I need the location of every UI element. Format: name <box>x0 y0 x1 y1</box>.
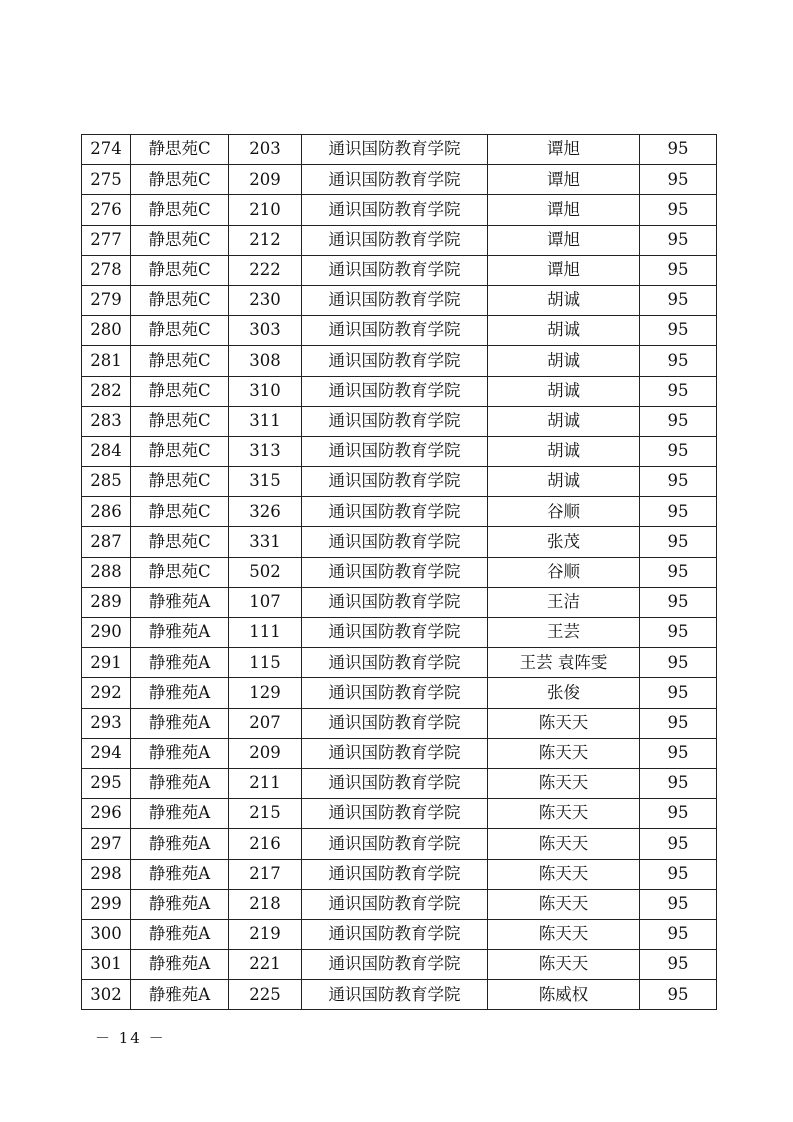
score-cell: 95 <box>640 587 717 617</box>
inspector-cell: 陈天天 <box>488 950 640 980</box>
building-cell: 静思苑C <box>131 346 229 376</box>
score-cell: 95 <box>640 799 717 829</box>
building-cell: 静雅苑A <box>131 859 229 889</box>
score-cell: 95 <box>640 859 717 889</box>
building-cell: 静思苑C <box>131 165 229 195</box>
score-cell: 95 <box>640 406 717 436</box>
room-cell: 222 <box>229 255 302 285</box>
row-number-cell: 298 <box>82 859 131 889</box>
college-cell: 通识国防教育学院 <box>302 195 488 225</box>
room-cell: 209 <box>229 738 302 768</box>
row-number-cell: 293 <box>82 708 131 738</box>
building-cell: 静雅苑A <box>131 829 229 859</box>
row-number-cell: 277 <box>82 225 131 255</box>
inspector-cell: 张茂 <box>488 527 640 557</box>
inspector-cell: 胡诚 <box>488 436 640 466</box>
table-row <box>82 376 717 406</box>
room-cell: 331 <box>229 527 302 557</box>
room-cell: 215 <box>229 799 302 829</box>
college-cell: 通识国防教育学院 <box>302 919 488 949</box>
college-cell: 通识国防教育学院 <box>302 436 488 466</box>
row-number-cell: 299 <box>82 889 131 919</box>
inspector-cell: 胡诚 <box>488 346 640 376</box>
row-number-cell: 275 <box>82 165 131 195</box>
building-cell: 静思苑C <box>131 225 229 255</box>
room-cell: 315 <box>229 467 302 497</box>
table-row <box>82 738 717 768</box>
score-cell: 95 <box>640 527 717 557</box>
room-cell: 313 <box>229 436 302 466</box>
building-cell: 静思苑C <box>131 255 229 285</box>
table-row <box>82 768 717 798</box>
building-cell: 静雅苑A <box>131 950 229 980</box>
score-cell: 95 <box>640 376 717 406</box>
inspector-cell: 王芸 <box>488 618 640 648</box>
score-cell: 95 <box>640 919 717 949</box>
inspector-cell: 陈天天 <box>488 799 640 829</box>
college-cell: 通识国防教育学院 <box>302 618 488 648</box>
college-cell: 通识国防教育学院 <box>302 527 488 557</box>
row-number-cell: 300 <box>82 919 131 949</box>
score-cell: 95 <box>640 889 717 919</box>
score-cell: 95 <box>640 497 717 527</box>
inspector-cell: 陈威权 <box>488 980 640 1010</box>
college-cell: 通识国防教育学院 <box>302 889 488 919</box>
row-number-cell: 295 <box>82 768 131 798</box>
row-number-cell: 284 <box>82 436 131 466</box>
table-row <box>82 708 717 738</box>
college-cell: 通识国防教育学院 <box>302 497 488 527</box>
room-cell: 209 <box>229 165 302 195</box>
room-cell: 219 <box>229 919 302 949</box>
room-cell: 212 <box>229 225 302 255</box>
college-cell: 通识国防教育学院 <box>302 376 488 406</box>
table-row <box>82 557 717 587</box>
page-number: － 14 － <box>95 1029 166 1047</box>
score-cell: 95 <box>640 980 717 1010</box>
inspector-cell: 谭旭 <box>488 225 640 255</box>
score-cell: 95 <box>640 557 717 587</box>
row-number-cell: 289 <box>82 587 131 617</box>
row-number-cell: 292 <box>82 678 131 708</box>
inspector-cell: 胡诚 <box>488 376 640 406</box>
college-cell: 通识国防教育学院 <box>302 135 488 165</box>
room-cell: 218 <box>229 889 302 919</box>
building-cell: 静思苑C <box>131 467 229 497</box>
inspector-cell: 谭旭 <box>488 165 640 195</box>
row-number-cell: 274 <box>82 135 131 165</box>
building-cell: 静雅苑A <box>131 768 229 798</box>
row-number-cell: 301 <box>82 950 131 980</box>
college-cell: 通识国防教育学院 <box>302 225 488 255</box>
score-cell: 95 <box>640 255 717 285</box>
college-cell: 通识国防教育学院 <box>302 557 488 587</box>
building-cell: 静雅苑A <box>131 708 229 738</box>
college-cell: 通识国防教育学院 <box>302 165 488 195</box>
table-row <box>82 346 717 376</box>
college-cell: 通识国防教育学院 <box>302 316 488 346</box>
college-cell: 通识国防教育学院 <box>302 829 488 859</box>
table-row <box>82 195 717 225</box>
college-cell: 通识国防教育学院 <box>302 648 488 678</box>
score-cell: 95 <box>640 467 717 497</box>
inspector-cell: 王芸 袁阵雯 <box>488 648 640 678</box>
building-cell: 静雅苑A <box>131 799 229 829</box>
building-cell: 静思苑C <box>131 527 229 557</box>
inspector-cell: 陈天天 <box>488 919 640 949</box>
inspector-cell: 陈天天 <box>488 768 640 798</box>
row-number-cell: 280 <box>82 316 131 346</box>
score-cell: 95 <box>640 768 717 798</box>
table-row <box>82 919 717 949</box>
college-cell: 通识国防教育学院 <box>302 738 488 768</box>
building-cell: 静雅苑A <box>131 678 229 708</box>
table-row <box>82 497 717 527</box>
building-cell: 静雅苑A <box>131 919 229 949</box>
inspector-cell: 陈天天 <box>488 738 640 768</box>
inspector-cell: 胡诚 <box>488 406 640 436</box>
college-cell: 通识国防教育学院 <box>302 255 488 285</box>
college-cell: 通识国防教育学院 <box>302 950 488 980</box>
row-number-cell: 294 <box>82 738 131 768</box>
table-row <box>82 587 717 617</box>
table-body <box>82 135 717 1010</box>
building-cell: 静雅苑A <box>131 618 229 648</box>
inspector-cell: 谷顺 <box>488 497 640 527</box>
table-row <box>82 467 717 497</box>
table-row <box>82 316 717 346</box>
inspector-cell: 陈天天 <box>488 829 640 859</box>
score-cell: 95 <box>640 195 717 225</box>
row-number-cell: 286 <box>82 497 131 527</box>
building-cell: 静思苑C <box>131 406 229 436</box>
row-number-cell: 290 <box>82 618 131 648</box>
building-cell: 静思苑C <box>131 195 229 225</box>
room-cell: 203 <box>229 135 302 165</box>
room-cell: 310 <box>229 376 302 406</box>
building-cell: 静雅苑A <box>131 738 229 768</box>
table-row <box>82 436 717 466</box>
table-row <box>82 225 717 255</box>
room-cell: 326 <box>229 497 302 527</box>
inspector-cell: 谷顺 <box>488 557 640 587</box>
score-cell: 95 <box>640 829 717 859</box>
table-row <box>82 829 717 859</box>
room-cell: 210 <box>229 195 302 225</box>
college-cell: 通识国防教育学院 <box>302 406 488 436</box>
inspector-cell: 胡诚 <box>488 316 640 346</box>
row-number-cell: 287 <box>82 527 131 557</box>
college-cell: 通识国防教育学院 <box>302 799 488 829</box>
room-cell: 303 <box>229 316 302 346</box>
row-number-cell: 278 <box>82 255 131 285</box>
row-number-cell: 281 <box>82 346 131 376</box>
inspector-cell: 陈天天 <box>488 889 640 919</box>
score-cell: 95 <box>640 346 717 376</box>
inspector-cell: 胡诚 <box>488 285 640 315</box>
building-cell: 静思苑C <box>131 557 229 587</box>
table-row <box>82 889 717 919</box>
building-cell: 静思苑C <box>131 285 229 315</box>
room-cell: 230 <box>229 285 302 315</box>
inspector-cell: 胡诚 <box>488 467 640 497</box>
score-cell: 95 <box>640 618 717 648</box>
score-cell: 95 <box>640 165 717 195</box>
table-row <box>82 135 717 165</box>
building-cell: 静思苑C <box>131 135 229 165</box>
table-row <box>82 678 717 708</box>
score-cell: 95 <box>640 436 717 466</box>
inspector-cell: 谭旭 <box>488 255 640 285</box>
inspector-cell: 陈天天 <box>488 859 640 889</box>
college-cell: 通识国防教育学院 <box>302 346 488 376</box>
table-row <box>82 165 717 195</box>
score-cell: 95 <box>640 316 717 346</box>
building-cell: 静雅苑A <box>131 587 229 617</box>
table-row <box>82 285 717 315</box>
inspector-cell: 谭旭 <box>488 135 640 165</box>
inspector-cell: 王洁 <box>488 587 640 617</box>
building-cell: 静雅苑A <box>131 980 229 1010</box>
score-cell: 95 <box>640 135 717 165</box>
building-cell: 静思苑C <box>131 436 229 466</box>
building-cell: 静雅苑A <box>131 889 229 919</box>
building-cell: 静思苑C <box>131 376 229 406</box>
inspector-cell: 谭旭 <box>488 195 640 225</box>
college-cell: 通识国防教育学院 <box>302 859 488 889</box>
table-row <box>82 618 717 648</box>
room-cell: 502 <box>229 557 302 587</box>
room-cell: 221 <box>229 950 302 980</box>
college-cell: 通识国防教育学院 <box>302 285 488 315</box>
college-cell: 通识国防教育学院 <box>302 678 488 708</box>
table-row <box>82 859 717 889</box>
row-number-cell: 282 <box>82 376 131 406</box>
table-row <box>82 527 717 557</box>
college-cell: 通识国防教育学院 <box>302 467 488 497</box>
room-cell: 217 <box>229 859 302 889</box>
room-cell: 111 <box>229 618 302 648</box>
room-cell: 216 <box>229 829 302 859</box>
table-row <box>82 950 717 980</box>
building-cell: 静思苑C <box>131 497 229 527</box>
building-cell: 静思苑C <box>131 316 229 346</box>
table-row <box>82 255 717 285</box>
college-cell: 通识国防教育学院 <box>302 708 488 738</box>
room-cell: 311 <box>229 406 302 436</box>
college-cell: 通识国防教育学院 <box>302 768 488 798</box>
dorm-score-table <box>81 134 717 1010</box>
room-cell: 107 <box>229 587 302 617</box>
score-cell: 95 <box>640 225 717 255</box>
score-cell: 95 <box>640 648 717 678</box>
table-row <box>82 980 717 1010</box>
college-cell: 通识国防教育学院 <box>302 587 488 617</box>
college-cell: 通识国防教育学院 <box>302 980 488 1010</box>
room-cell: 308 <box>229 346 302 376</box>
table-row <box>82 648 717 678</box>
room-cell: 211 <box>229 768 302 798</box>
inspector-cell: 陈天天 <box>488 708 640 738</box>
table-row <box>82 799 717 829</box>
row-number-cell: 296 <box>82 799 131 829</box>
room-cell: 225 <box>229 980 302 1010</box>
row-number-cell: 279 <box>82 285 131 315</box>
row-number-cell: 283 <box>82 406 131 436</box>
score-cell: 95 <box>640 708 717 738</box>
inspector-cell: 张俊 <box>488 678 640 708</box>
room-cell: 115 <box>229 648 302 678</box>
score-cell: 95 <box>640 678 717 708</box>
score-cell: 95 <box>640 285 717 315</box>
row-number-cell: 285 <box>82 467 131 497</box>
score-cell: 95 <box>640 738 717 768</box>
row-number-cell: 302 <box>82 980 131 1010</box>
room-cell: 129 <box>229 678 302 708</box>
row-number-cell: 276 <box>82 195 131 225</box>
row-number-cell: 297 <box>82 829 131 859</box>
score-cell: 95 <box>640 950 717 980</box>
row-number-cell: 291 <box>82 648 131 678</box>
building-cell: 静雅苑A <box>131 648 229 678</box>
room-cell: 207 <box>229 708 302 738</box>
table-row <box>82 406 717 436</box>
row-number-cell: 288 <box>82 557 131 587</box>
